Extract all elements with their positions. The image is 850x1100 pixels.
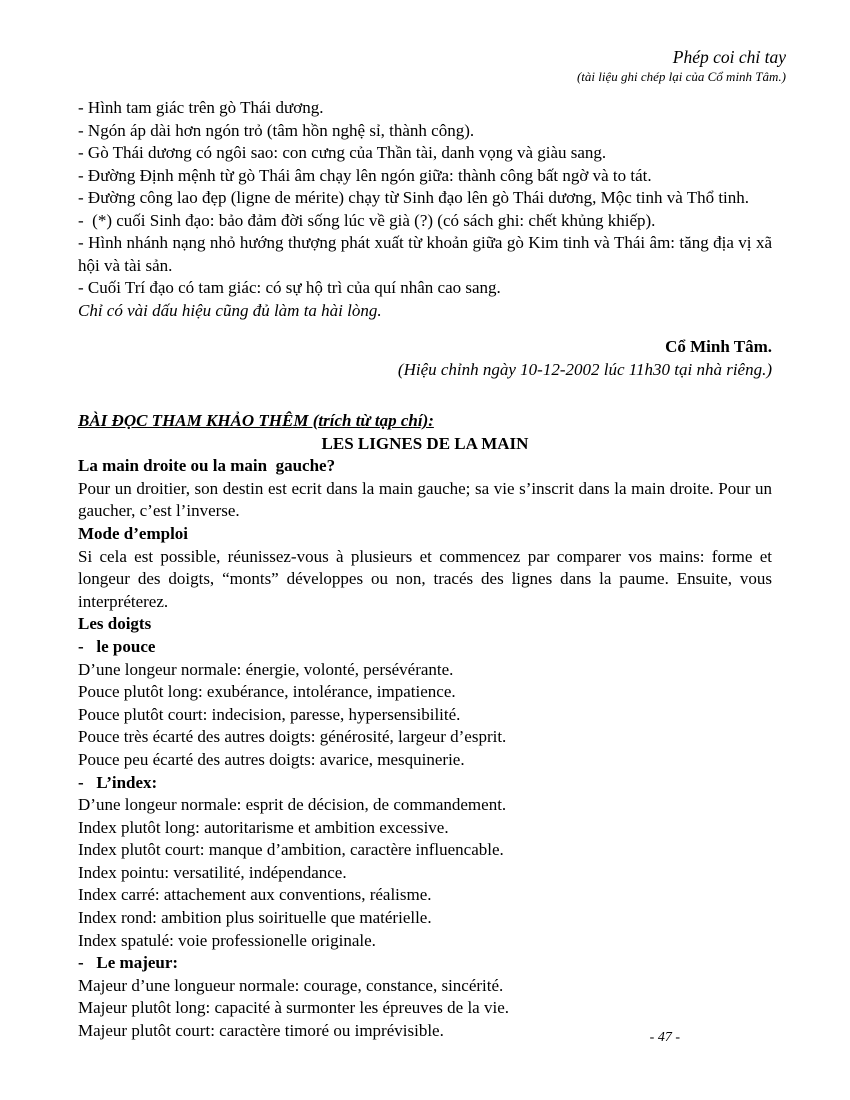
signature-block bbox=[78, 336, 772, 381]
article-line: - L’index: bbox=[78, 772, 158, 792]
article-line: Index pointu: versatilité, indépendance. bbox=[78, 862, 347, 882]
article-line: Majeur plutôt long: capacité à surmonter les épreuves de la vie. bbox=[78, 998, 509, 1018]
article-line: Index plutôt court: manque d’ambition, caractère influencable. bbox=[78, 840, 504, 860]
article-line: Pouce plutôt long: exubérance, intolérance, impatience. bbox=[78, 682, 456, 702]
article-line: Si cela est possible, réunissez-vous à plusieurs et commencez par comparer vos mains: forme et longeur des doigts, “monts” développes ou non, tracés des lignes dans la paume. Ensuite, vous interpréterez. bbox=[78, 546, 772, 611]
closing-remark: Chỉ có vài dấu hiệu cũng đủ làm ta hài lòng. bbox=[78, 300, 382, 320]
section-heading: BÀI ĐỌC THAM KHẢO THÊM (trích từ tạp chí): bbox=[78, 411, 434, 430]
note-line: - Hình nhánh nạng nhỏ hướng thượng phát xuất từ khoản giữa gò Kim tinh và Thái âm: tăng địa vị xã hội và tài sản. bbox=[78, 233, 772, 275]
article-line: Majeur d’une longueur normale: courage, constance, sincérité. bbox=[78, 975, 504, 995]
article-line: Mode d’emploi bbox=[78, 523, 189, 543]
note-line: - Gò Thái dương có ngôi sao: con cưng của Thần tài, danh vọng và giàu sang. bbox=[78, 143, 607, 162]
article-line: Index carré: attachement aux conventions, réalisme. bbox=[78, 885, 432, 905]
note-line: - Hình tam giác trên gò Thái dương. bbox=[78, 98, 324, 117]
article-line: Pouce peu écarté des autres doigts: avarice, mesquinerie. bbox=[78, 749, 465, 769]
article-line: Index spatulé: voie professionelle originale. bbox=[78, 930, 376, 950]
reference-article bbox=[78, 410, 772, 1043]
article-line: Pouce très écarté des autres doigts: générosité, largeur d’esprit. bbox=[78, 727, 507, 747]
article-line: Pouce plutôt court: indecision, paresse, hypersensibilité. bbox=[78, 704, 461, 724]
article-line: - Le majeur: bbox=[78, 953, 179, 973]
notes-list bbox=[78, 97, 772, 300]
article-line: Majeur plutôt court: caractère timoré ou imprévisible. bbox=[78, 1021, 444, 1041]
article-line: Index plutôt long: autoritarisme et ambition excessive. bbox=[78, 817, 449, 837]
note-line: - Ngón áp dài hơn ngón trỏ (tâm hồn nghệ sỉ, thành công). bbox=[78, 120, 475, 140]
article-line: D’une longeur normale: énergie, volonté, persévérante. bbox=[78, 659, 454, 679]
article-line: La main droite ou la main gauche? bbox=[78, 456, 336, 476]
article-line: D’une longeur normale: esprit de décision, de commandement. bbox=[78, 795, 507, 815]
note-line: - Đường Định mệnh từ gò Thái âm chạy lên ngón giữa: thành công bất ngờ và to tát. bbox=[78, 165, 652, 185]
article-line: Index rond: ambition plus soirituelle que matérielle. bbox=[78, 908, 432, 928]
article-line: Les doigts bbox=[78, 614, 152, 634]
signature-note: (Hiệu chỉnh ngày 10-12-2002 lúc 11h30 tại nhà riêng.) bbox=[397, 359, 772, 379]
signature-name: Cổ Minh Tâm. bbox=[665, 337, 772, 356]
note-line: - Cuối Trí đạo có tam giác: có sự hộ trì của quí nhân cao sang. bbox=[78, 278, 501, 297]
page-header bbox=[78, 47, 786, 85]
page-number: - 47 - bbox=[649, 1030, 680, 1045]
article-body bbox=[78, 455, 772, 1042]
header-subtitle: (tài liệu ghi chép lại của Cổ minh Tâm.) bbox=[576, 69, 786, 84]
article-title: LES LIGNES DE LA MAIN bbox=[321, 433, 529, 453]
article-line: Pour un droitier, son destin est ecrit dans la main gauche; sa vie s’inscrit dans la main droite. Pour un gaucher, c’est l’inverse. bbox=[78, 478, 772, 521]
article-line: - le pouce bbox=[78, 636, 156, 656]
note-line: - (*) cuối Sinh đạo: bảo đảm đời sống lúc về già (?) (có sách ghi: chết khủng khiếp). bbox=[78, 210, 656, 230]
note-line: - Đường công lao đẹp (ligne de mérite) chạy từ Sinh đạo lên gò Thái dương, Mộc tinh và Thổ tinh. bbox=[78, 188, 750, 207]
header-title: Phép coi chỉ tay bbox=[672, 47, 786, 67]
